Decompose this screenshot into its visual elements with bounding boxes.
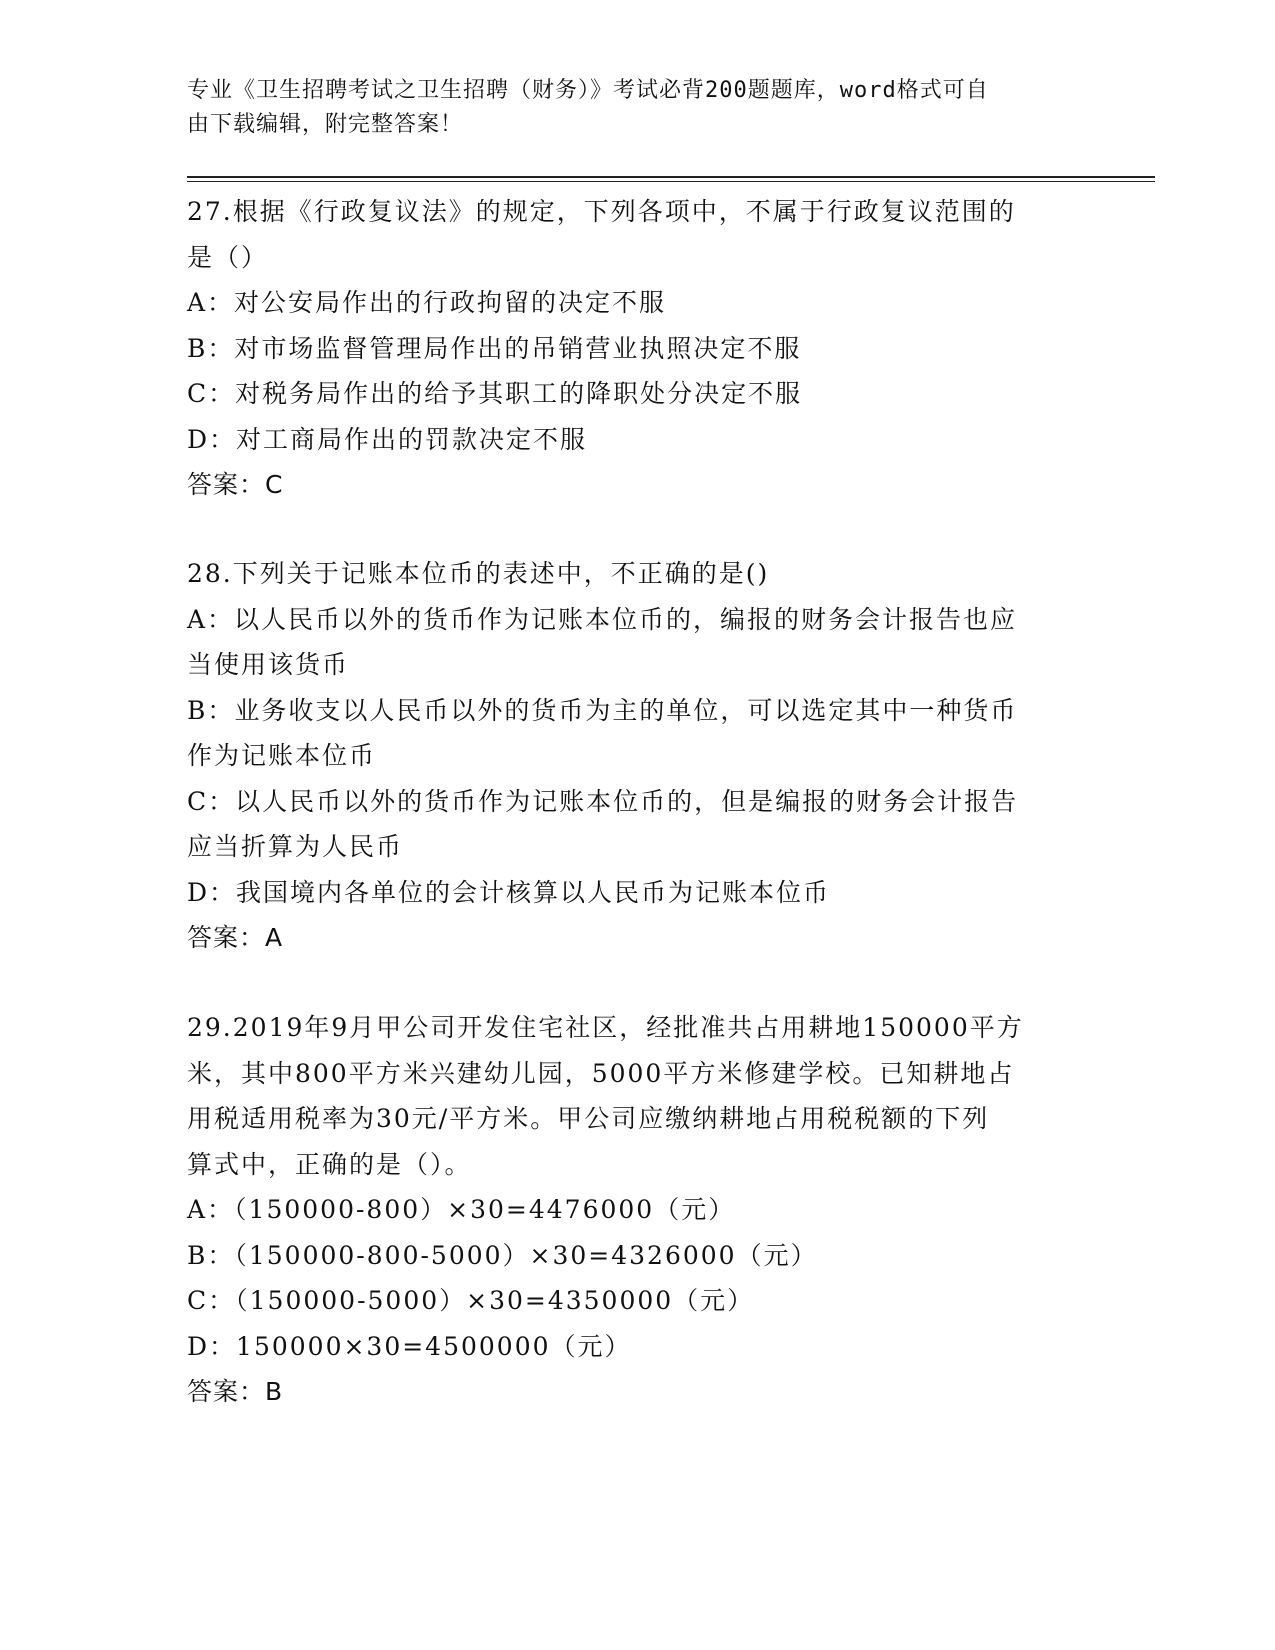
question-stem-line: 27.根据《行政复议法》的规定，下列各项中，不属于行政复议范围的 — [187, 197, 1016, 226]
question-stem-line: 29.2019年9月甲公司开发住宅社区，经批准共占用耕地150000平方 — [187, 1013, 1024, 1042]
option-c: C：对税务局作出的给予其职工的降职处分决定不服 — [187, 379, 803, 408]
option-b-continued: 作为记账本位币 — [187, 741, 377, 770]
option-b: B：业务收支以人民币以外的货币为主的单位，可以选定其中一种货币 — [187, 695, 1018, 725]
header-line-1: 专业《卫生招聘考试之卫生招聘（财务）》考试必背200题题库，word格式可自 — [187, 78, 989, 103]
option-d: D：对工商局作出的罚款决定不服 — [187, 424, 588, 454]
option-a: A：（150000-800）×30=4476000（元） — [187, 1195, 736, 1224]
header-divider — [187, 176, 1155, 182]
option-c: C：（150000-5000）×30=4350000（元） — [187, 1286, 755, 1315]
question-27 — [187, 189, 1087, 508]
answer-line: 答案：C — [187, 470, 284, 499]
question-29 — [187, 1005, 1087, 1415]
question-stem-line: 用税适用税率为30元/平方米。甲公司应缴纳耕地占用税税额的下列 — [187, 1104, 990, 1133]
option-a-continued: 当使用该货币 — [187, 650, 350, 679]
header-line-2: 由下载编辑，附完整答案！ — [187, 112, 464, 137]
option-a: A：对公安局作出的行政拘留的决定不服 — [187, 288, 667, 317]
answer-line: 答案：B — [187, 1377, 284, 1406]
answer-line: 答案：A — [187, 923, 284, 952]
option-b: B：对市场监督管理局作出的吊销营业执照决定不服 — [187, 333, 802, 363]
option-b: B：（150000-800-5000）×30=4326000（元） — [187, 1240, 818, 1270]
option-c: C：以人民币以外的货币作为记账本位币的，但是编报的财务会计报告 — [187, 786, 1019, 816]
option-a: A：以人民币以外的货币作为记账本位币的，编报的财务会计报告也应 — [187, 604, 1018, 634]
question-stem-line: 28.下列关于记账本位币的表述中，不正确的是() — [187, 559, 770, 588]
question-stem-line: 米，其中800平方米兴建幼儿园，5000平方米修建学校。已知耕地占 — [187, 1058, 1015, 1088]
document-header — [187, 74, 1067, 142]
option-d: D：150000×30=4500000（元） — [187, 1331, 632, 1361]
option-d: D：我国境内各单位的会计核算以人民币为记账本位币 — [187, 877, 831, 907]
option-c-continued: 应当折算为人民币 — [187, 832, 404, 861]
question-stem-line: 是（） — [187, 242, 269, 272]
question-stem-line: 算式中，正确的是（）。 — [187, 1149, 472, 1179]
question-28 — [187, 551, 1087, 961]
